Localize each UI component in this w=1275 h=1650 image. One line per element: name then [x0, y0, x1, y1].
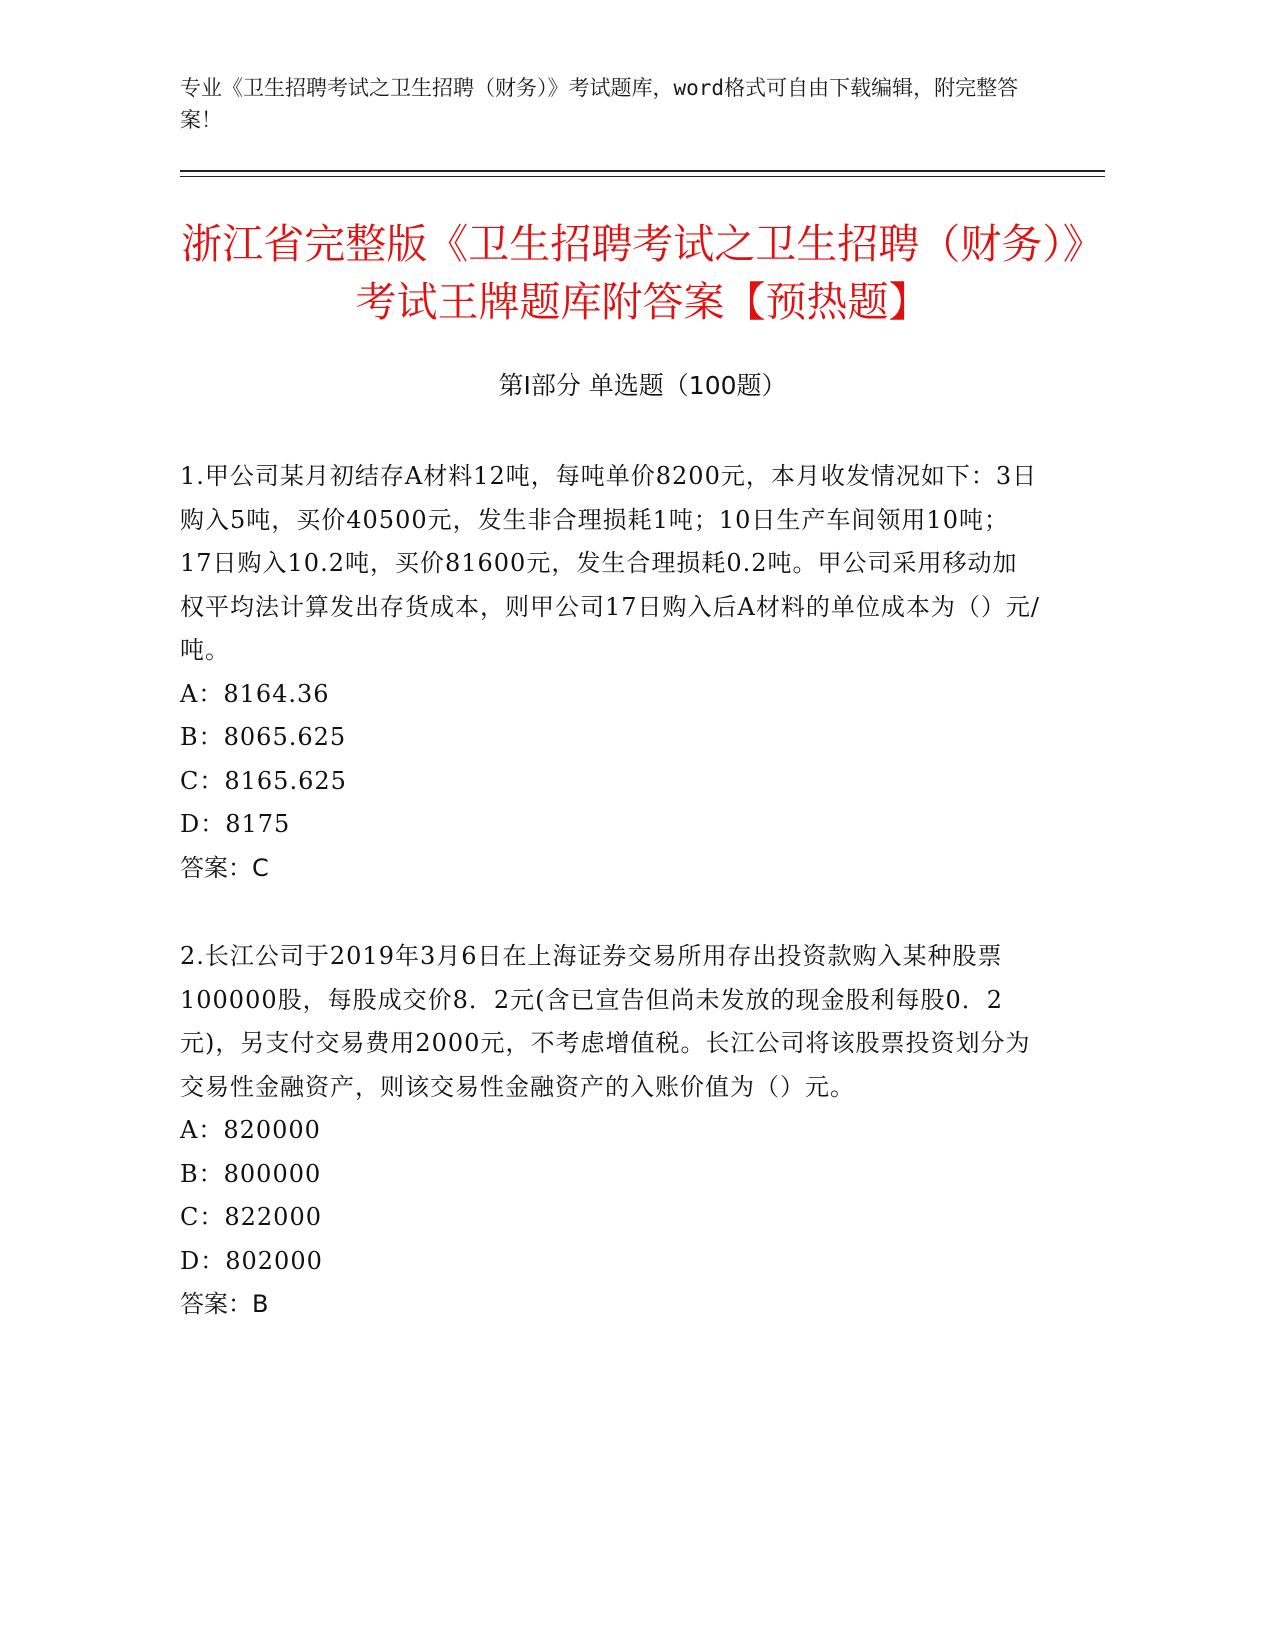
header-divider-thin: [180, 176, 1105, 177]
section-heading: 第I部分 单选题（100题）: [498, 371, 787, 400]
option-b: B：8065.625: [180, 723, 347, 751]
option-b: B：800000: [180, 1159, 322, 1188]
question-stem: 2.长江公司于2019年3月6日在上海证券交易所用存出投资款购入某种股票100000股，每股成交价8．2元(含已宣告但尚未发放的现金股利每股0．2元)，另支付交易费用2000元，不考虑增值税。长江公司将该股票投资划分为交易性金融资产，则该交易性金融资产的入账价值为（）元。: [180, 942, 1031, 1101]
question-1: [180, 455, 1040, 890]
option-d: D：802000: [180, 1246, 323, 1275]
option-a: A：8164.36: [180, 679, 330, 708]
option-c: C：822000: [180, 1203, 322, 1231]
answer-line: 答案：B: [180, 1290, 269, 1318]
option-d: D：8175: [180, 810, 291, 838]
header-note: 专业《卫生招聘考试之卫生招聘（财务）》考试题库，word格式可自由下载编辑，附完整答案！: [180, 76, 1019, 132]
document-page: [180, 0, 1104, 1650]
answer-line: 答案：C: [180, 853, 269, 882]
question-stem: 1.甲公司某月初结存A材料12吨，每吨单价8200元，本月收发情况如下：3日购入5吨，买价40500元，发生非合理损耗1吨；10日生产车间领用10吨；17日购入10.2吨，买价81600元，发生合理损耗0.2吨。甲公司采用移动加权平均法计算发出存货成本，则甲公司17日购入后A材料的单位成本为（）元/吨。: [180, 462, 1040, 664]
question-2: [180, 935, 1040, 1327]
option-a: A：820000: [180, 1116, 321, 1144]
document-title: 浙江省完整版《卫生招聘考试之卫生招聘（财务）》考试王牌题库附答案【预热题】: [181, 220, 1104, 326]
header-divider-thick: [180, 170, 1105, 172]
option-c: C：8165.625: [180, 766, 347, 795]
